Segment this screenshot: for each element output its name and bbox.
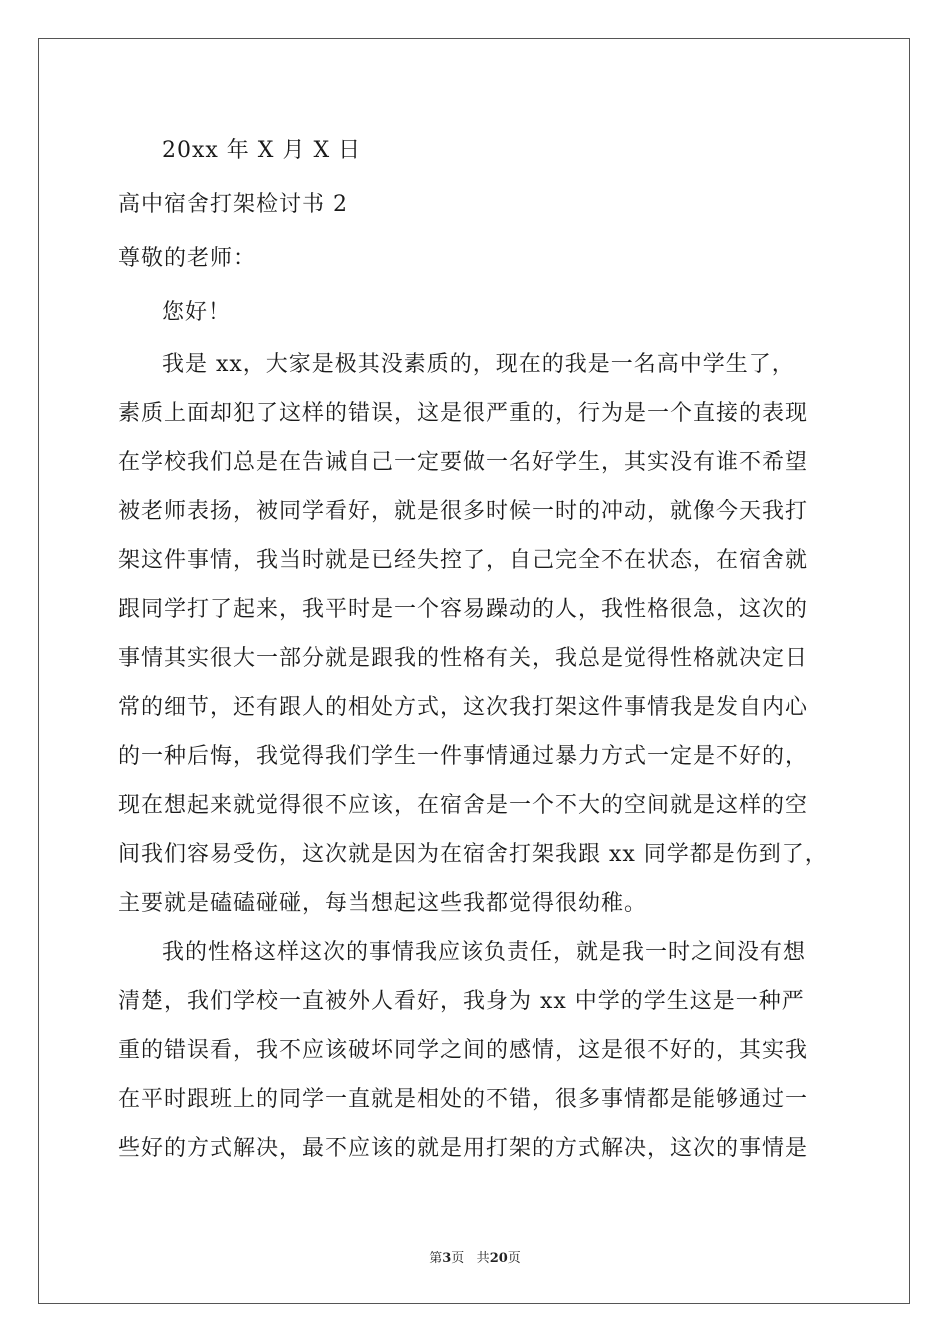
paragraph-1: [118, 340, 838, 928]
page-prefix: 第: [429, 1251, 443, 1266]
page-footer: [0, 1247, 950, 1266]
paragraph-line: 清楚，我们学校一直被外人看好，我身为 xx 中学的学生这是一种严: [118, 989, 805, 1014]
paragraph-line: 我的性格这样这次的事情我应该负责任，就是我一时之间没有想: [162, 940, 807, 965]
date-line: 20xx 年 X 月 X 日: [162, 138, 362, 163]
paragraph-line: 间我们容易受伤，这次就是因为在宿舍打架我跟 xx 同学都是伤到了，: [118, 842, 828, 867]
page-current: 3: [442, 1251, 452, 1266]
document-body: [118, 124, 838, 1173]
paragraph-line: 的一种后悔，我觉得我们学生一件事情通过暴力方式一定是不好的，: [118, 744, 809, 769]
paragraph-line: 架这件事情，我当时就是已经失控了，自己完全不在状态，在宿舍就: [118, 548, 809, 573]
paragraph-line: 主要就是磕磕碰碰，每当想起这些我都觉得很幼稚。: [118, 891, 648, 916]
paragraph-line: 常的细节，还有跟人的相处方式，这次我打架这件事情我是发自内心: [118, 695, 809, 720]
paragraph-line: 我是 xx，大家是极其没素质的，现在的我是一名高中学生了，: [162, 352, 795, 377]
paragraph-line: 重的错误看，我不应该破坏同学之间的感情，这是很不好的，其实我: [118, 1038, 809, 1063]
paragraph-line: 在平时跟班上的同学一直就是相处的不错，很多事情都是能够通过一: [118, 1087, 809, 1112]
paragraph-line: 些好的方式解决，最不应该的就是用打架的方式解决，这次的事情是: [118, 1136, 809, 1161]
paragraph-line: 被老师表扬，被同学看好，就是很多时候一时的冲动，就像今天我打: [118, 499, 809, 524]
paragraph-line: 事情其实很大一部分就是跟我的性格有关，我总是觉得性格就决定日: [118, 646, 809, 671]
paragraph-line: 跟同学打了起来，我平时是一个容易躁动的人，我性格很急，这次的: [118, 597, 809, 622]
total-unit: 页: [507, 1251, 521, 1266]
total-prefix: 共: [476, 1251, 490, 1266]
paragraph-2: [118, 928, 838, 1173]
document-title: 高中宿舍打架检讨书 2: [118, 192, 348, 217]
paragraph-line: 在学校我们总是在告诫自己一定要做一名好学生，其实没有谁不希望: [118, 450, 809, 475]
greeting: 您好！: [162, 300, 232, 325]
page-total: 20: [489, 1251, 508, 1266]
page-unit: 页: [451, 1251, 465, 1266]
paragraph-line: 素质上面却犯了这样的错误，这是很严重的，行为是一个直接的表现: [118, 401, 809, 426]
salutation: 尊敬的老师：: [118, 246, 257, 271]
paragraph-line: 现在想起来就觉得很不应该，在宿舍是一个不大的空间就是这样的空: [118, 793, 809, 818]
